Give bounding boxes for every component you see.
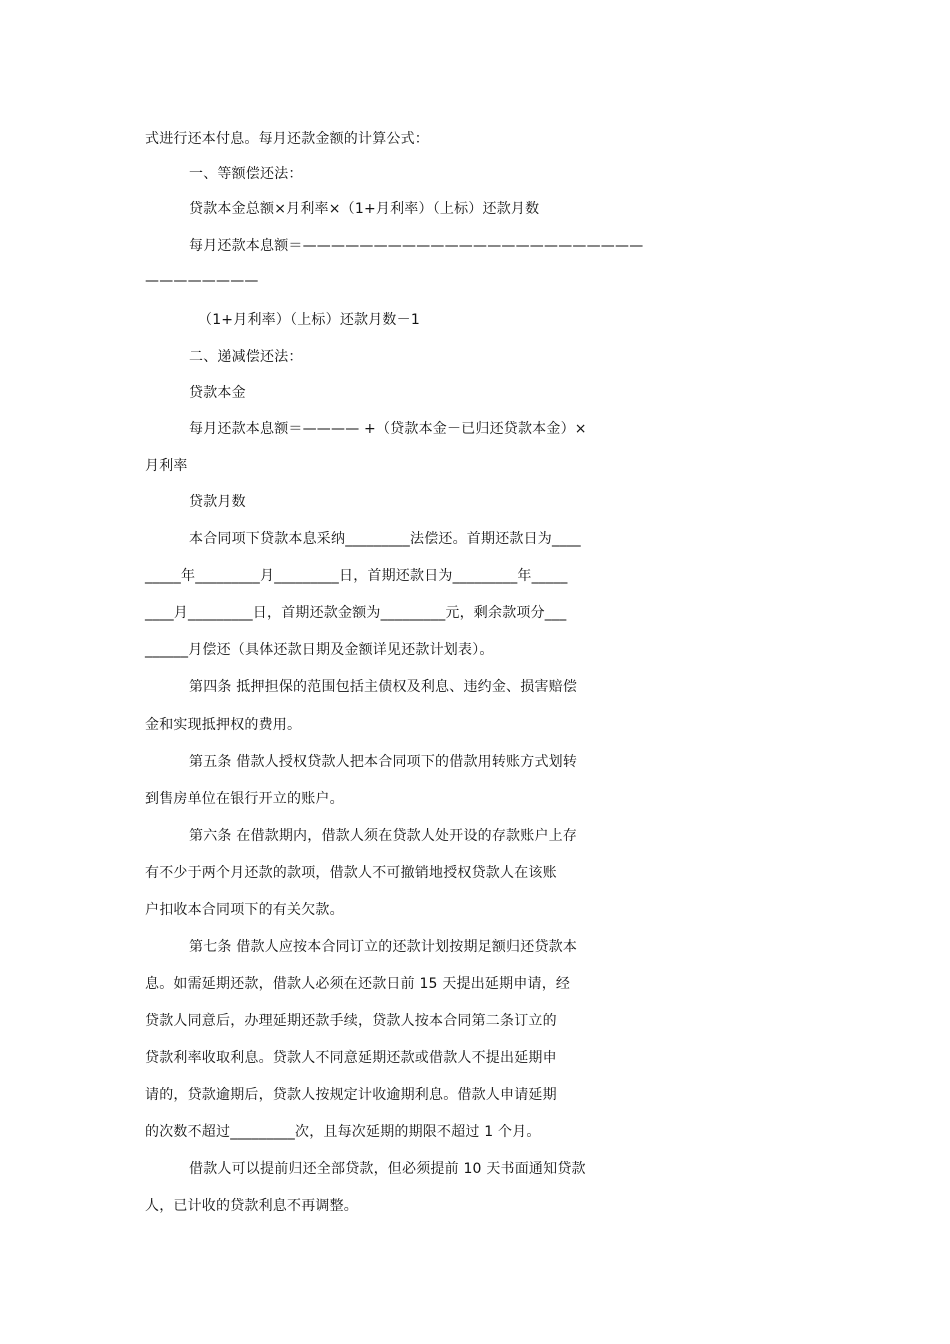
formula-denominator: （1+月利率）（上标）还款月数－1 (198, 312, 420, 328)
article-4-line: 第四条 抵押担保的范围包括主债权及利息、违约金、损害赔偿 (189, 679, 578, 695)
article-5-line: 第五条 借款人授权贷款人把本合同项下的借款用转账方式划转 (189, 754, 578, 770)
section-heading: 二、递减偿还法： (189, 349, 303, 365)
paragraph-line: ______月偿还（具体还款日期及金额详见还款计划表）。 (145, 642, 494, 658)
formula-numerator: 贷款本金 (189, 385, 246, 401)
formula-line: ———————— (145, 273, 259, 289)
article-4-line: 金和实现抵押权的费用。 (145, 717, 302, 733)
section-heading: 一、等额偿还法： (189, 166, 303, 182)
text-line: 式进行还本付息。每月还款金额的计算公式： (145, 131, 429, 147)
article-7-line: 第七条 借款人应按本合同订立的还款计划按期足额归还贷款本 (189, 939, 578, 955)
paragraph-line: 人，已计收的贷款利息不再调整。 (145, 1198, 358, 1214)
article-7-line: 贷款利率收取利息。贷款人不同意延期还款或借款人不提出延期申 (145, 1050, 557, 1066)
paragraph-line: _____年_________月_________日，首期还款日为_________年_____ (145, 568, 568, 584)
formula-denominator: 贷款月数 (189, 494, 246, 510)
paragraph-line: 本合同项下贷款本息采纳_________法偿还。首期还款日为____ (189, 531, 581, 547)
paragraph-line: ____月_________日，首期还款金额为_________元，剩余款项分___ (145, 605, 567, 621)
article-6-line: 户扣收本合同项下的有关欠款。 (145, 902, 344, 918)
article-7-line: 的次数不超过_________次，且每次延期的期限不超过 1 个月。 (145, 1124, 541, 1140)
paragraph-line: 借款人可以提前归还全部贷款，但必须提前 10 天书面通知贷款 (189, 1161, 586, 1177)
article-6-line: 第六条 在借款期内，借款人须在贷款人处开设的存款账户上存 (189, 828, 578, 844)
article-7-line: 息。如需延期还款，借款人必须在还款日前 15 天提出延期申请，经 (145, 976, 571, 992)
article-7-line: 请的，贷款逾期后，贷款人按规定计收逾期利息。借款人申请延期 (145, 1087, 557, 1103)
formula-numerator: 贷款本金总额×月利率×（1+月利率）（上标）还款月数 (189, 201, 540, 217)
formula-line: 每月还款本息额＝———————————————————————— (189, 238, 644, 254)
article-7-line: 贷款人同意后，办理延期还款手续，贷款人按本合同第二条订立的 (145, 1013, 557, 1029)
formula-line: 月利率 (145, 458, 188, 474)
formula-line: 每月还款本息额＝———— +（贷款本金－已归还贷款本金）× (189, 421, 587, 437)
article-5-line: 到售房单位在银行开立的账户。 (145, 791, 344, 807)
article-6-line: 有不少于两个月还款的款项，借款人不可撤销地授权贷款人在该账 (145, 865, 557, 881)
